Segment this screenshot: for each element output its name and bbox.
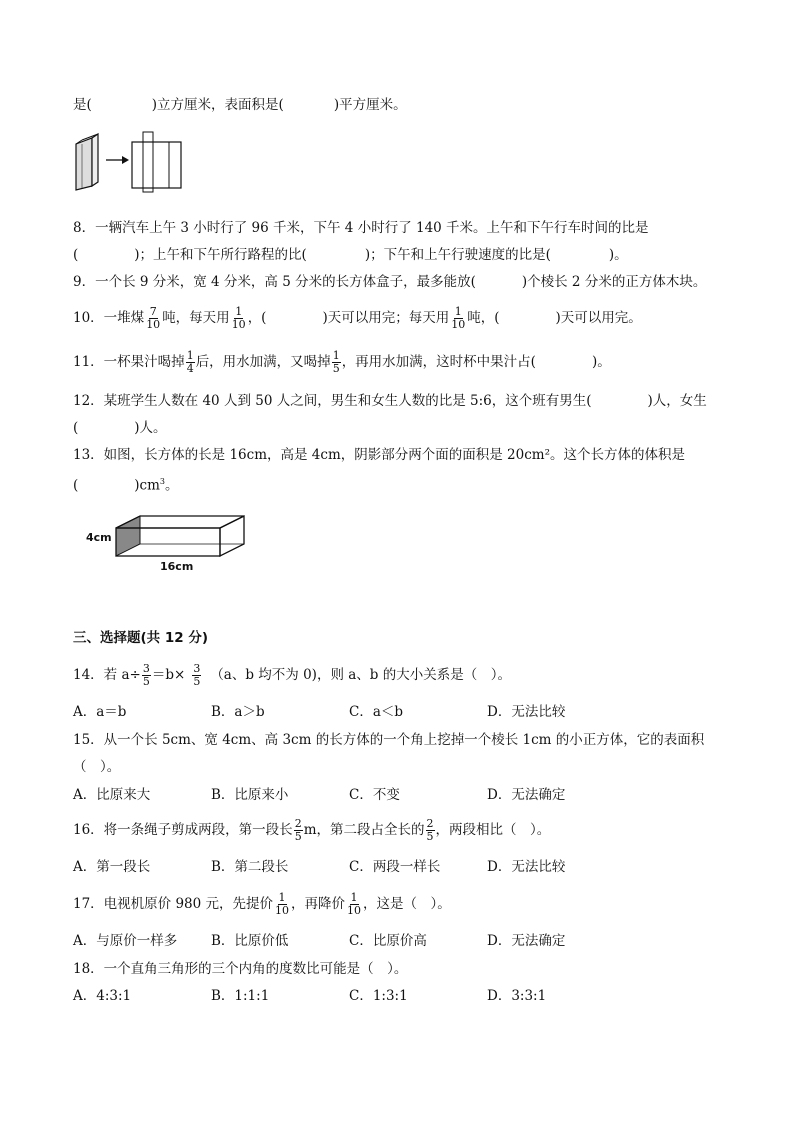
- option-c[interactable]: C．a＜b: [349, 704, 404, 720]
- option-d[interactable]: D．无法比较: [487, 704, 566, 720]
- option-d[interactable]: D．无法确定: [487, 787, 566, 803]
- option-c[interactable]: C．两段一样长: [349, 859, 441, 875]
- option-a[interactable]: A．4:3:1: [73, 988, 132, 1004]
- q8-line1: 8．一辆汽车上午 3 小时行了 96 千米，下午 4 小时行了 140 千米。上午和下午行车时间的比是: [73, 220, 649, 236]
- option-b[interactable]: B．比原来小: [211, 787, 289, 803]
- option-c[interactable]: C．不变: [349, 787, 400, 803]
- fraction: $\frac{3}{5}$: [142, 662, 150, 688]
- fraction: $\frac{1}{10}$: [275, 891, 290, 917]
- option-c[interactable]: C．1:3:1: [349, 988, 408, 1004]
- cuboid-net-figure: [72, 128, 187, 193]
- fraction: $\frac{1}{10}$: [231, 305, 246, 331]
- fraction: $\frac{1}{4}$: [186, 349, 194, 375]
- option-d[interactable]: D．无法比较: [487, 859, 566, 875]
- height-label: 4cm: [86, 531, 112, 544]
- option-b[interactable]: B．1:1:1: [211, 988, 270, 1004]
- option-b[interactable]: B．第二段长: [211, 859, 289, 875]
- section-title: 三、选择题(共 12 分): [73, 630, 209, 646]
- q13-line1: 13．如图，长方体的长是 16cm，高是 4cm，阴影部分两个面的面积是 20cm²。这个长方体的体积是: [73, 447, 685, 463]
- fraction: $\frac{2}{5}$: [294, 817, 302, 843]
- option-d[interactable]: D．无法确定: [487, 933, 566, 949]
- q8-line2: ( )；上午和下午所行路程的比( )；下午和上午行驶速度的比是( )。: [73, 247, 628, 263]
- fraction: $\frac{2}{5}$: [426, 817, 434, 843]
- q16-line: 16．将一条绳子剪成两段，第一段长 $\frac{2}{5}$ m，第二段占全长的 $\frac{2}{5}$ ，两段相比（ ）。: [73, 817, 551, 843]
- option-c[interactable]: C．比原价高: [349, 933, 427, 949]
- option-b[interactable]: B．比原价低: [211, 933, 289, 949]
- q9-line: 9．一个长 9 分米，宽 4 分米，高 5 分米的长方体盒子，最多能放( )个棱长 2 分米的正方体木块。: [73, 274, 707, 290]
- q7-line: 是( )立方厘米，表面积是( )平方厘米。: [73, 97, 407, 113]
- fraction: $\frac{1}{10}$: [451, 305, 466, 331]
- cuboid-figure: [82, 508, 252, 578]
- q11-line: 11．一杯果汁喝掉 $\frac{1}{4}$ 后，用水加满，又喝掉 $\frac{1}{5}$ ，再用水加满，这时杯中果汁占( )。: [73, 349, 611, 375]
- q10-line: 10．一堆煤 $\frac{7}{10}$ 吨，每天用 $\frac{1}{10}$ ，( )天可以用完；每天用 $\frac{1}{10}$ 吨，( )天可以用完。: [73, 305, 642, 331]
- fraction: $\frac{3}{5}$: [193, 662, 201, 688]
- q14-line: 14．若 a÷ $\frac{3}{5}$ ＝b× $\frac{3}{5}$ （a、b 均不为 0)，则 a、b 的大小关系是（ ）。: [73, 662, 511, 688]
- q15-line2: （ ）。: [73, 759, 121, 775]
- q13-line2: ( )$cm^3$。: [73, 477, 179, 494]
- option-a[interactable]: A．比原来大: [73, 787, 151, 803]
- q18-line1: 18．一个直角三角形的三个内角的度数比可能是（ ）。: [73, 961, 408, 977]
- option-d[interactable]: D．3:3:1: [487, 988, 547, 1004]
- q15-line1: 15．从一个长 5cm、宽 4cm、高 3cm 的长方体的一个角上挖掉一个棱长 1cm 的小正方体，它的表面积: [73, 732, 705, 748]
- fraction: $\frac{7}{10}$: [146, 305, 161, 331]
- q12-line2: ( )人。: [73, 420, 167, 436]
- q17-line: 17．电视机原价 980 元，先提价 $\frac{1}{10}$ ，再降价 $\frac{1}{10}$ ，这是（ ）。: [73, 891, 451, 917]
- fraction: $\frac{1}{5}$: [332, 349, 340, 375]
- option-b[interactable]: B．a＞b: [211, 704, 265, 720]
- option-a[interactable]: A．a＝b: [73, 704, 127, 720]
- q12-line1: 12．某班学生人数在 40 人到 50 人之间，男生和女生人数的比是 5:6，这个班有男生( )人，女生: [73, 393, 707, 409]
- length-label: 16cm: [160, 560, 194, 573]
- option-a[interactable]: A．第一段长: [73, 859, 151, 875]
- fraction: $\frac{1}{10}$: [347, 891, 362, 917]
- option-a[interactable]: A．与原价一样多: [73, 933, 178, 949]
